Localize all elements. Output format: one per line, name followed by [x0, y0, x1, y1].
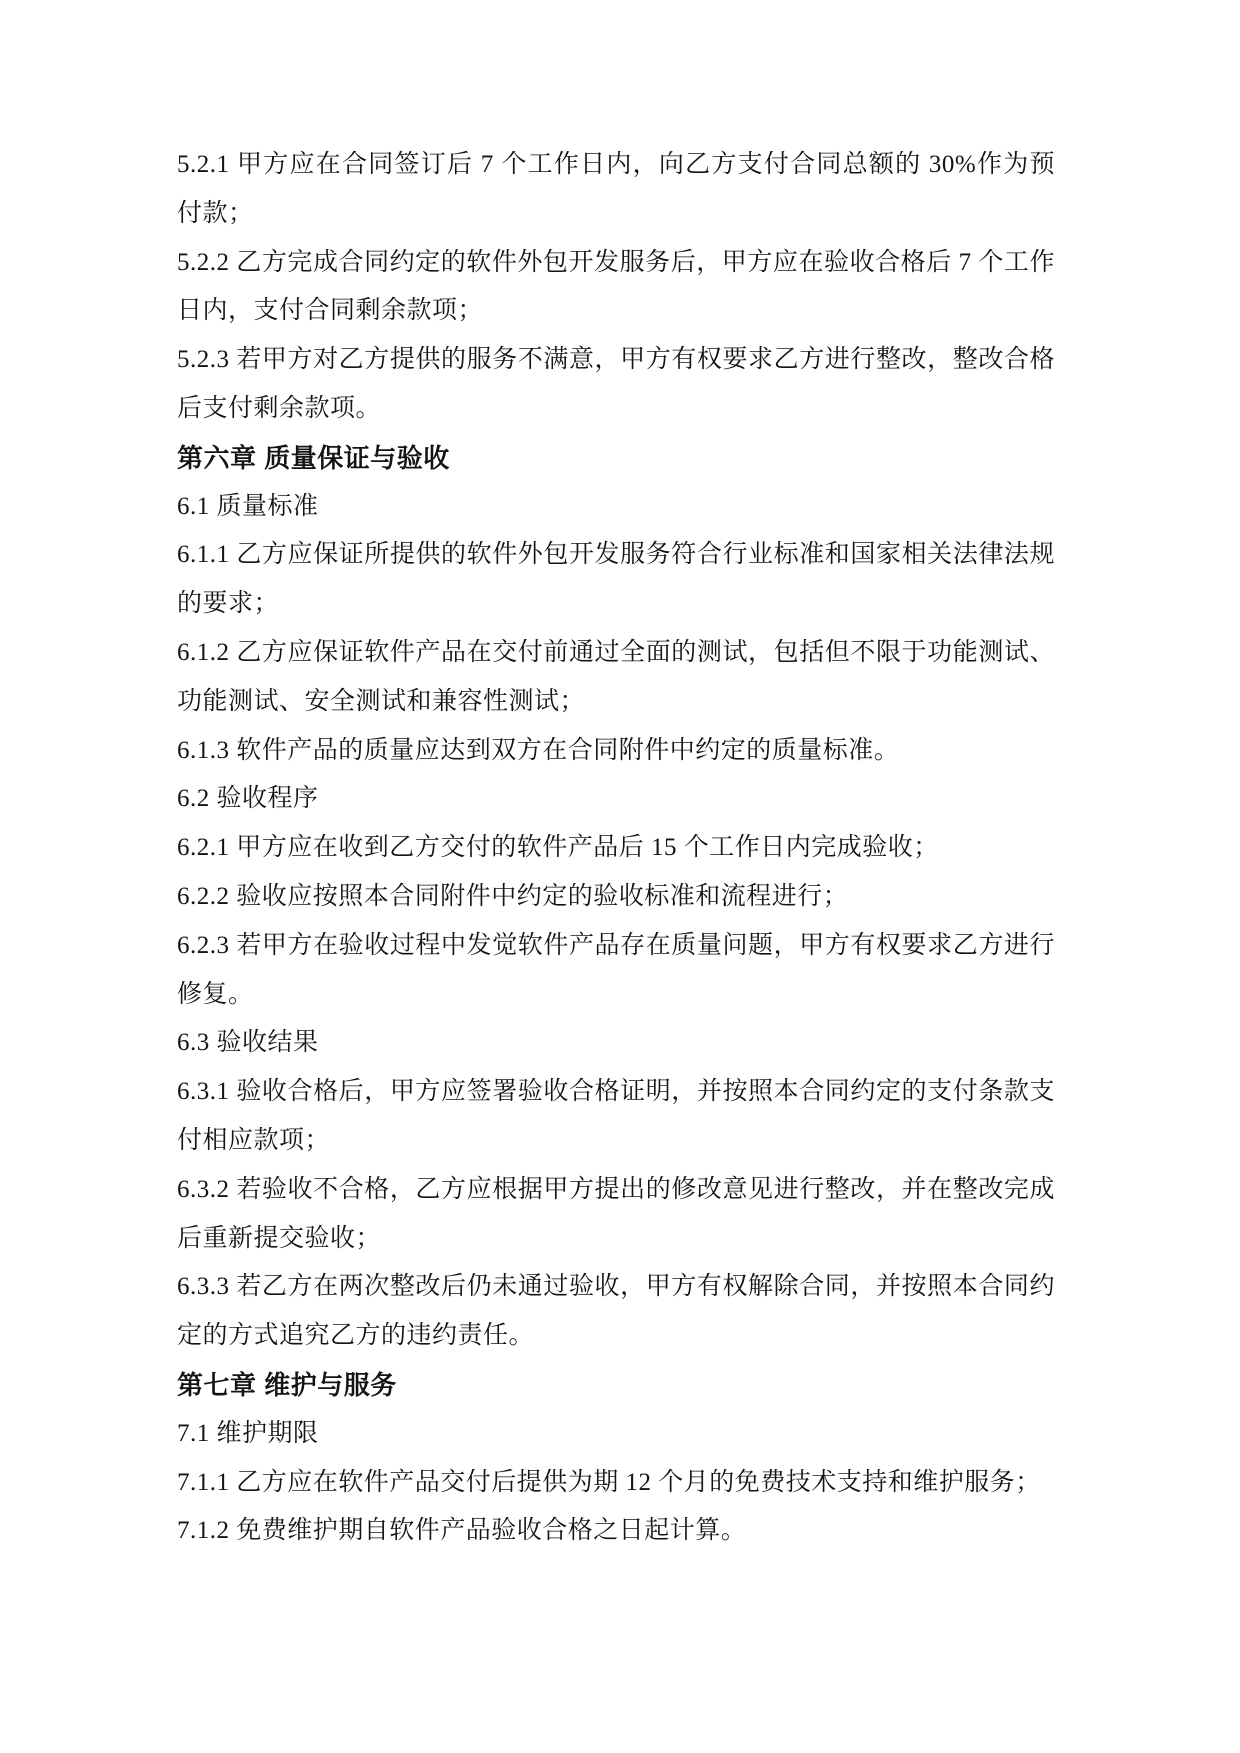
clause-5-2-2: 5.2.2 乙方完成合同约定的软件外包开发服务后，甲方应在验收合格后 7 个工作日内，支付合同剩余款项；	[177, 248, 1055, 325]
clause-6-1-2: 6.1.2 乙方应保证软件产品在交付前通过全面的测试，包括但不限于功能测试、功能测试、安全测试和兼容性测试；	[177, 638, 1055, 715]
clause-5-2-1: 5.2.1 甲方应在合同签订后 7 个工作日内，向乙方支付合同总额的 30%作为预付款；	[177, 151, 1055, 227]
chapter-7-heading: 第七章 维护与服务	[177, 1369, 397, 1400]
clause-6-3-3: 6.3.3 若乙方在两次整改后仍未通过验收，甲方有权解除合同，并按照本合同约定的方式追究乙方的违约责任。	[177, 1273, 1055, 1350]
clause-6-3-1: 6.3.1 验收合格后，甲方应签署验收合格证明，并按照本合同约定的支付条款支付相应款项；	[177, 1078, 1055, 1154]
clause-7-1-1: 7.1.1 乙方应在软件产品交付后提供为期 12 个月的免费技术支持和维护服务；	[177, 1468, 1041, 1496]
clause-6-2-1: 6.2.1 甲方应在收到乙方交付的软件产品后 15 个工作日内完成验收；	[177, 834, 939, 862]
chapter-6-heading: 第六章 质量保证与验收	[177, 442, 450, 473]
clause-6-1-1: 6.1.1 乙方应保证所提供的软件外包开发服务符合行业标准和国家相关法律法规的要求；	[177, 541, 1055, 618]
clause-6-2-3: 6.2.3 若甲方在验收过程中发觉软件产品存在质量问题，甲方有权要求乙方进行修复。	[177, 931, 1055, 1008]
clause-6-1-3: 6.1.3 软件产品的质量应达到双方在合同附件中约定的质量标准。	[177, 736, 900, 764]
clause-6-2-2: 6.2.2 验收应按照本合同附件中约定的验收标准和流程进行；	[177, 882, 849, 910]
document-content	[177, 141, 1055, 1556]
clause-7-1-2: 7.1.2 免费维护期自软件产品验收合格之日起计算。	[177, 1517, 747, 1545]
section-6-1-title: 6.1 质量标准	[177, 492, 319, 520]
clause-6-3-2: 6.3.2 若验收不合格，乙方应根据甲方提出的修改意见进行整改，并在整改完成后重新提交验收；	[177, 1175, 1055, 1252]
clause-5-2-3: 5.2.3 若甲方对乙方提供的服务不满意，甲方有权要求乙方进行整改，整改合格后支付剩余款项。	[177, 346, 1055, 422]
section-7-1-title: 7.1 维护期限	[177, 1419, 319, 1447]
section-6-2-title: 6.2 验收程序	[177, 785, 319, 813]
section-6-3-title: 6.3 验收结果	[177, 1029, 319, 1057]
